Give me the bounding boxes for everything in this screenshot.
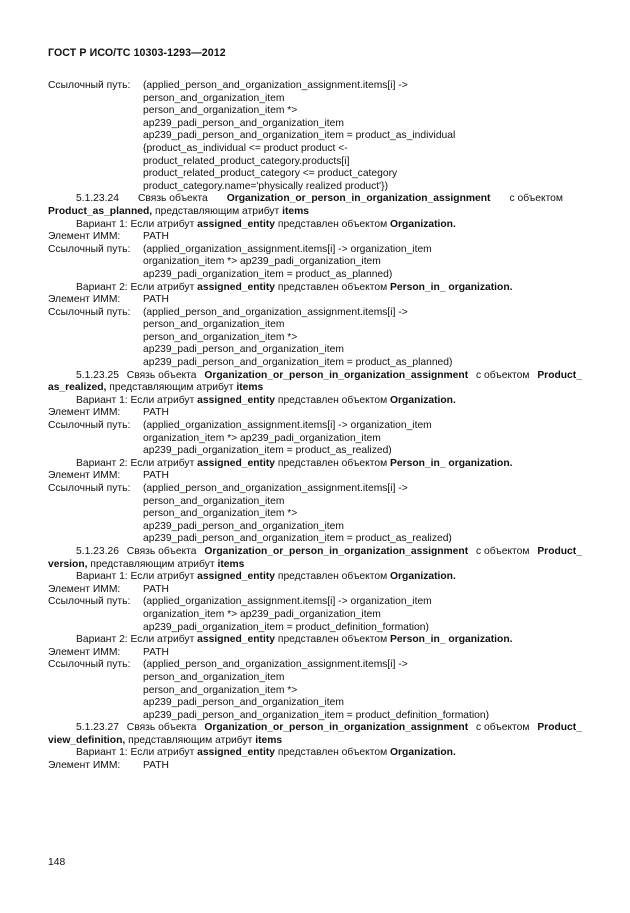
text-line <box>0 93 630 106</box>
heading-line: 5.1.23.24 Связь объекта Organization_or_person_in_organization_assignment с объектом <box>76 193 563 205</box>
text-line: Элемент ИММ: PATH <box>48 646 169 658</box>
text-line: Ссылочный путь: (applied_person_and_organization_assignment.items[i] -> <box>48 483 408 494</box>
path-text: ap239_padi_person_and_organization_item <box>143 117 344 129</box>
variant-line: Вариант 2: Если атрибут assigned_entity представлен объектом Person_in_ organization. <box>76 281 513 293</box>
path-text: product_category.name='physically realized product'}) <box>143 180 388 192</box>
text-line <box>0 143 630 156</box>
text-line: ap239_padi_person_and_organization_item = product_as_planned) <box>143 357 453 369</box>
text-line: Ссылочный путь: (applied_organization_assignment.items[i] -> organization_item <box>48 243 432 255</box>
variant-line: Вариант 1: Если атрибут assigned_entity представлен объектом Organization. <box>76 571 456 583</box>
section-heading <box>0 370 630 383</box>
heading-line: 5.1.23.25 Связь объекта Organization_or_person_in_organization_assignment с объектом Product_ <box>76 369 582 381</box>
text-line: Элемент ИММ: PATH <box>48 760 169 772</box>
text-line: Ссылочный путь: (applied_person_and_organization_assignment.items[i] -> <box>48 659 408 671</box>
target-entity: view_definition, <box>48 734 126 746</box>
text-line: person_and_organization_item *> <box>143 331 298 343</box>
text-line: organization_item *> ap239_padi_organization_item <box>143 256 381 268</box>
entity-name: Organization_or_person_in_organization_assignment <box>226 193 491 205</box>
text-line: ap239_padi_person_and_organization_item <box>143 697 344 709</box>
variant-line: Вариант 1: Если атрибут assigned_entity представлен объектом Organization. <box>76 747 456 759</box>
text-line <box>0 130 630 143</box>
path-text: person_and_organization_item *> <box>143 105 298 117</box>
text-line: ap239_padi_person_and_organization_item <box>143 520 344 532</box>
document-body <box>0 80 630 773</box>
text-line <box>0 181 630 194</box>
text-line: Элемент ИММ: PATH <box>48 583 169 595</box>
text-line: person_and_organization_item <box>143 319 285 331</box>
document-header: ГОСТ Р ИСО/ТС 10303-1293—2012 <box>48 47 226 59</box>
path-text: product_related_product_category.products[i] <box>143 155 350 167</box>
text-line: version, представляющим атрибут items <box>48 558 245 570</box>
text-line: person_and_organization_item <box>143 671 285 683</box>
section-number: 5.1.23.27 <box>76 722 119 734</box>
heading-line: 5.1.23.27 Связь объекта Organization_or_person_in_organization_assignment с объектом Product_ <box>76 722 582 734</box>
section-number: 5.1.23.25 <box>76 369 119 381</box>
text-line <box>0 168 630 181</box>
path-text: product_related_product_category <= product_category <box>143 168 398 180</box>
text-line: ap239_padi_organization_item = product_definition_formation) <box>143 621 429 633</box>
variant-line: Вариант 2: Если атрибут assigned_entity представлен объектом Person_in_ organization. <box>76 457 513 469</box>
entity-name: Organization_or_person_in_organization_assignment <box>204 722 469 734</box>
path-text: (applied_person_and_organization_assignment.items[i] -> <box>143 80 408 91</box>
target-entity: version, <box>48 558 88 570</box>
text-line: Элемент ИММ: PATH <box>48 231 169 243</box>
path-text: ap239_padi_person_and_organization_item = product_as_individual <box>143 130 456 142</box>
text-line: person_and_organization_item *> <box>143 508 298 520</box>
variant-line: Вариант 1: Если атрибут assigned_entity представлен объектом Organization. <box>76 394 456 406</box>
text-line: ap239_padi_person_and_organization_item = product_as_realized) <box>143 533 452 545</box>
variant-line: Вариант 1: Если атрибут assigned_entity представлен объектом Organization. <box>76 218 456 230</box>
text-line: organization_item *> ap239_padi_organization_item <box>143 608 381 620</box>
entity-name: Organization_or_person_in_organization_assignment <box>204 369 469 381</box>
text-line: ap239_padi_person_and_organization_item = product_definition_formation) <box>143 709 490 721</box>
text-line: ap239_padi_organization_item = product_as_realized) <box>143 445 392 457</box>
text-line <box>0 105 630 118</box>
text-line: ap239_padi_organization_item = product_as_planned) <box>143 268 393 280</box>
entity-name: Organization_or_person_in_organization_assignment <box>204 545 469 557</box>
text-line: Ссылочный путь: (applied_organization_assignment.items[i] -> organization_item <box>48 420 432 432</box>
text-line: ap239_padi_person_and_organization_item <box>143 344 344 356</box>
text-line: as_realized, представляющим атрибут items <box>48 382 264 394</box>
section-number: 5.1.23.24 <box>76 193 119 205</box>
section-heading <box>0 193 630 206</box>
heading-line: 5.1.23.26 Связь объекта Organization_or_person_in_organization_assignment с объектом Product_ <box>76 545 582 557</box>
text-line <box>0 118 630 131</box>
ref-path-label: Ссылочный путь: <box>48 80 131 91</box>
text-line: Product_as_planned, представляющим атрибут items <box>48 205 310 217</box>
text-line: Ссылочный путь: (applied_organization_assignment.items[i] -> organization_item <box>48 596 432 608</box>
page-number: 148 <box>48 857 66 868</box>
path-text: {product_as_individual <= product product <- <box>143 142 348 154</box>
text-line <box>0 156 630 169</box>
section-heading <box>0 722 630 735</box>
section-number: 5.1.23.26 <box>76 545 119 557</box>
target-entity: Product_as_planned, <box>48 205 153 217</box>
text-line <box>0 80 630 93</box>
text-line: person_and_organization_item *> <box>143 684 298 696</box>
text-line: organization_item *> ap239_padi_organization_item <box>143 432 381 444</box>
text-line: Элемент ИММ: PATH <box>48 470 169 482</box>
target-entity: as_realized, <box>48 382 107 394</box>
variant-line: Вариант 2: Если атрибут assigned_entity представлен объектом Person_in_ organization. <box>76 634 513 646</box>
path-text: person_and_organization_item <box>143 92 285 104</box>
text-line: Элемент ИММ: PATH <box>48 407 169 419</box>
text-line: Элемент ИММ: PATH <box>48 294 169 306</box>
text-line: Ссылочный путь: (applied_person_and_organization_assignment.items[i] -> <box>48 306 408 318</box>
text-line: person_and_organization_item <box>143 495 285 507</box>
text-line: view_definition, представляющим атрибут items <box>48 734 283 746</box>
section-heading <box>0 546 630 559</box>
